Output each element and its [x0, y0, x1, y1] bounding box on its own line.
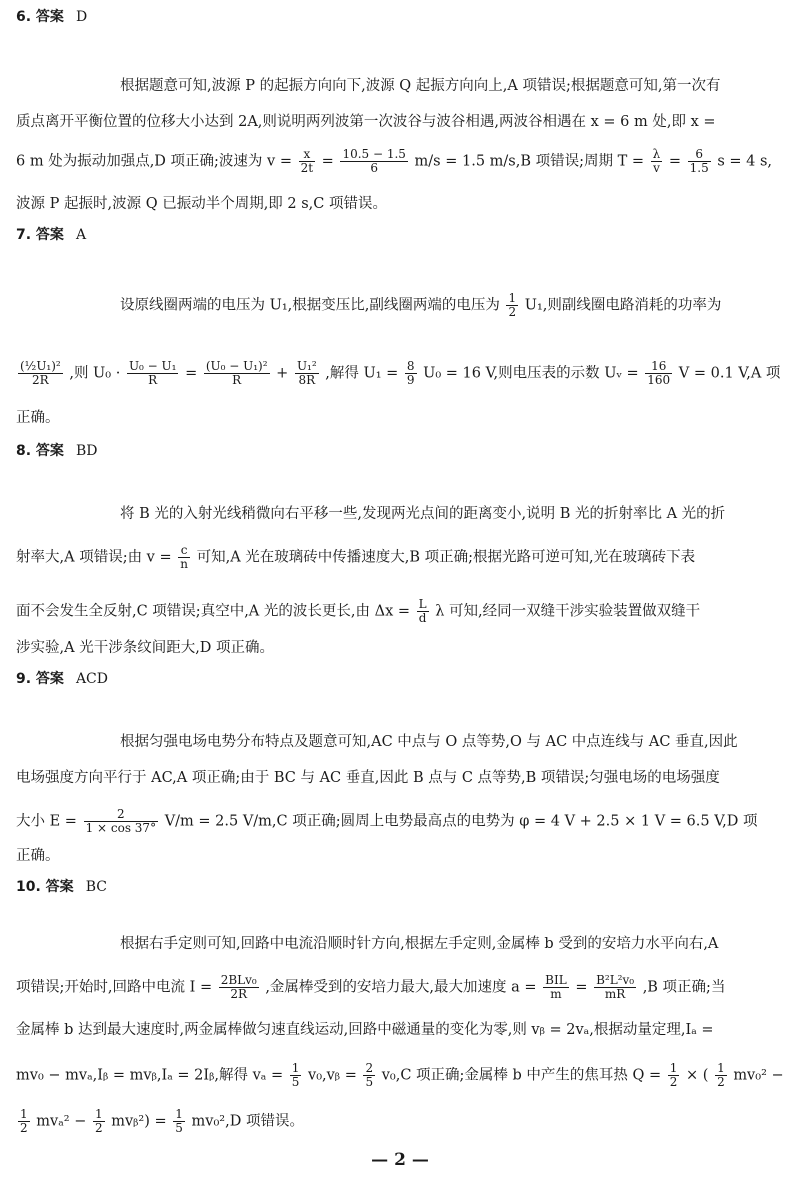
q7-l2d: ,解得 U₁ = — [325, 365, 399, 382]
q9-answer: ACD — [75, 671, 108, 687]
fraction-denominator: 2R — [32, 373, 49, 387]
q7-heading-label: 7. 答案 — [16, 227, 64, 243]
fraction-denominator: 2 — [20, 1121, 28, 1135]
q7-line-3: 正确。 — [16, 410, 60, 426]
fraction — [506, 292, 518, 319]
q8-line-4: 涉实验,A 光干涉条纹间距大,D 项正确。 — [16, 640, 275, 656]
q7-l2b: = — [185, 365, 198, 382]
fraction-denominator: mR — [604, 987, 626, 1001]
q6-l3d: = — [668, 153, 682, 170]
fraction-numerator: B²L²v₀ — [596, 974, 635, 987]
q6-l3a: 6 m 处为振动加强点,D 项正确;波速为 v = — [16, 153, 292, 170]
fraction-numerator: 2 — [84, 808, 159, 822]
fraction — [295, 360, 319, 387]
fraction-numerator: (U₀ − U₁)² — [205, 360, 268, 373]
q10-l2b: ,金属棒受到的安培力最大,最大加速度 a = — [265, 979, 537, 996]
fraction-numerator: U₀ − U₁ — [128, 360, 177, 373]
fraction-numerator: 6 — [688, 148, 711, 162]
q10-l4d: × ( — [686, 1067, 709, 1084]
fraction-numerator: 1 — [508, 292, 517, 305]
q8-l2a: 射率大,A 项错误;由 v = — [16, 549, 172, 566]
q10-heading — [16, 876, 107, 896]
fraction-denominator: 2 — [717, 1075, 725, 1089]
fraction — [417, 598, 429, 625]
fraction-numerator: c — [178, 544, 190, 558]
fraction-numerator: 1 — [291, 1062, 300, 1075]
fraction-numerator: 1 — [717, 1062, 725, 1075]
q7-line-1 — [120, 292, 784, 319]
q9-heading — [16, 668, 108, 688]
q7-l2e: U₀ = 16 V,则电压表的示数 Uᵥ = — [423, 365, 639, 382]
q6-line-1: 根据题意可知,波源 P 的起振方向向下,波源 Q 起振方向向上,A 项错误;根据题意可知,第一次有 — [120, 78, 721, 94]
fraction-denominator: 2R — [230, 987, 248, 1001]
fraction — [405, 360, 417, 387]
fraction — [645, 360, 672, 387]
q6-heading-label: 6. 答案 — [16, 9, 64, 25]
fraction — [204, 360, 270, 387]
q6-line-2: 质点离开平衡位置的位移大小达到 2A,则说明两列波第一次波谷与波谷相遇,两波谷相遇在 x = 6 m 处,即 x = — [16, 114, 716, 130]
fraction — [363, 1062, 375, 1089]
q6-line-4: 波源 P 起振时,波源 Q 已振动半个周期,即 2 s,C 项错误。 — [16, 196, 387, 212]
q7-line-2 — [16, 360, 784, 387]
fraction — [178, 544, 190, 571]
q9-line-2: 电场强度方向平行于 AC,A 项正确;由于 BC 与 AC 垂直,因此 B 点与 C 点等势,B 项错误;匀强电场的电场强度 — [16, 770, 720, 786]
fraction-numerator: L — [418, 598, 427, 611]
q10-l5b: mvᵦ²) = — [111, 1113, 167, 1130]
fraction — [715, 1062, 727, 1089]
page-number: — 2 — — [371, 1150, 429, 1170]
q10-l4e: mv₀² − — [733, 1067, 784, 1084]
fraction-denominator: 6 — [370, 161, 378, 175]
q10-line-2 — [16, 974, 784, 1001]
fraction-denominator: d — [418, 611, 427, 625]
fraction — [18, 1108, 30, 1135]
q10-line-1: 根据右手定则可知,回路中电流沿顺时针方向,根据左手定则,金属棒 b 受到的安培力水平向右,A — [120, 936, 719, 952]
fraction-denominator: v — [653, 161, 660, 175]
q10-line-3: 金属棒 b 达到最大速度时,两金属棒做匀速直线运动,回路中磁通量的变化为零,则 vᵦ = 2vₐ,根据动量定理,Iₐ = — [16, 1022, 714, 1038]
q6-l3c: m/s = 1.5 m/s,B 项错误;周期 T = — [414, 153, 645, 170]
fraction — [594, 974, 636, 1001]
q10-l4a: mv₀ − mvₐ,Iᵦ = mvᵦ,Iₐ = 2Iᵦ,解得 vₐ = — [16, 1067, 284, 1084]
fraction-denominator: 2 — [669, 1075, 678, 1089]
fraction-numerator: 2BLv₀ — [220, 974, 257, 987]
q9-heading-label: 9. 答案 — [16, 671, 64, 687]
q8-line-3 — [16, 598, 784, 625]
q10-l2d: ,B 项正确;当 — [642, 979, 726, 996]
q10-l4c: v₀,C 项正确;金属棒 b 中产生的焦耳热 Q = — [381, 1067, 662, 1084]
fraction-numerator: BIL — [545, 974, 567, 987]
fraction-denominator: 2t — [300, 161, 314, 175]
fraction-denominator: 5 — [175, 1121, 183, 1135]
q9-l3a: 大小 E = — [16, 813, 77, 830]
q9-line-1: 根据匀强电场电势分布特点及题意可知,AC 中点与 O 点等势,O 与 AC 中点连线与 AC 垂直,因此 — [120, 734, 738, 750]
fraction — [340, 148, 408, 175]
q7-l2f: V = 0.1 V,A 项 — [678, 365, 781, 382]
fraction-denominator: 8R — [298, 373, 316, 387]
fraction — [688, 148, 711, 175]
fraction-denominator: 9 — [406, 373, 415, 387]
fraction-numerator: U₁² — [296, 360, 317, 373]
fraction-denominator: 5 — [365, 1075, 374, 1089]
fraction — [299, 148, 315, 175]
fraction-denominator: R — [148, 373, 158, 387]
q10-answer: BC — [85, 879, 107, 895]
fraction-numerator: 2 — [365, 1062, 374, 1075]
q9-line-3 — [16, 808, 784, 835]
q7-answer: A — [75, 227, 87, 243]
fraction-numerator: (½U₁)² — [20, 360, 61, 373]
q8-l3b: λ 可知,经同一双缝干涉实验装置做双缝干 — [435, 603, 701, 620]
fraction — [543, 974, 569, 1001]
fraction-numerator: 8 — [406, 360, 415, 373]
q10-heading-label: 10. 答案 — [16, 879, 74, 895]
fraction-denominator: 160 — [647, 373, 671, 387]
q9-line-4: 正确。 — [16, 848, 60, 864]
q10-l2a: 项错误;开始时,回路中电流 I = — [16, 979, 213, 996]
fraction — [290, 1062, 302, 1089]
fraction-numerator: 16 — [645, 360, 672, 374]
q6-l3b: = — [321, 153, 334, 170]
q10-l5c: mv₀²,D 项错误。 — [191, 1113, 304, 1130]
q6-l3e: s = 4 s, — [717, 153, 773, 170]
q7-l1a: 设原线圈两端的电压为 U₁,根据变压比,副线圈两端的电压为 — [120, 297, 500, 314]
fraction — [127, 360, 179, 387]
q7-l1b: U₁,则副线圈电路消耗的功率为 — [524, 297, 722, 314]
fraction — [93, 1108, 105, 1135]
fraction-numerator: λ — [652, 148, 661, 161]
q8-line-2 — [16, 544, 784, 571]
q9-l3b: V/m = 2.5 V/m,C 项正确;圆周上电势最高点的电势为 φ = 4 V + 2.5 × 1 V = 6.5 V,D 项 — [164, 813, 758, 830]
fraction — [18, 360, 63, 387]
fraction-numerator: 10.5 − 1.5 — [342, 148, 406, 161]
fraction-numerator: x — [299, 148, 315, 162]
q10-line-4 — [16, 1062, 784, 1089]
fraction-denominator: 2 — [94, 1121, 103, 1135]
fraction-denominator: R — [232, 373, 242, 387]
fraction — [668, 1062, 680, 1089]
q7-heading — [16, 224, 86, 244]
fraction-numerator: 1 — [669, 1062, 678, 1075]
q10-line-5 — [16, 1108, 784, 1135]
fraction-numerator: 1 — [94, 1108, 103, 1121]
q8-l2b: 可知,A 光在玻璃砖中传播速度大,B 项正确;根据光路可逆可知,光在玻璃砖下表 — [196, 549, 696, 566]
fraction — [173, 1108, 185, 1135]
fraction-numerator: 1 — [20, 1108, 28, 1121]
q8-line-1: 将 B 光的入射光线稍微向右平移一些,发现两光点间的距离变小,说明 B 光的折射率比 A 光的折 — [120, 506, 726, 522]
q6-answer: D — [75, 9, 88, 25]
q7-l2c: + — [276, 365, 289, 382]
q8-heading-label: 8. 答案 — [16, 443, 64, 459]
fraction-denominator: m — [550, 987, 562, 1001]
q10-l5a: mvₐ² − — [36, 1113, 87, 1130]
q10-l2c: = — [575, 979, 588, 996]
q6-heading — [16, 6, 87, 26]
fraction-denominator: 1.5 — [689, 161, 709, 175]
q8-heading — [16, 440, 97, 460]
q10-l4b: v₀,vᵦ = — [308, 1067, 357, 1084]
fraction-denominator: n — [180, 557, 188, 571]
fraction-denominator: 2 — [508, 305, 517, 319]
fraction-denominator: 5 — [291, 1075, 300, 1089]
fraction-numerator: 1 — [175, 1108, 183, 1121]
fraction — [651, 148, 663, 175]
q8-l3a: 面不会发生全反射,C 项错误;真空中,A 光的波长更长,由 Δx = — [16, 603, 411, 620]
q8-answer: BD — [75, 443, 98, 459]
q6-line-3 — [16, 148, 784, 175]
fraction — [84, 808, 159, 835]
q7-l2a: ,则 U₀ · — [69, 365, 121, 382]
fraction — [219, 974, 259, 1001]
fraction-denominator: 1 × cos 37° — [85, 821, 157, 835]
